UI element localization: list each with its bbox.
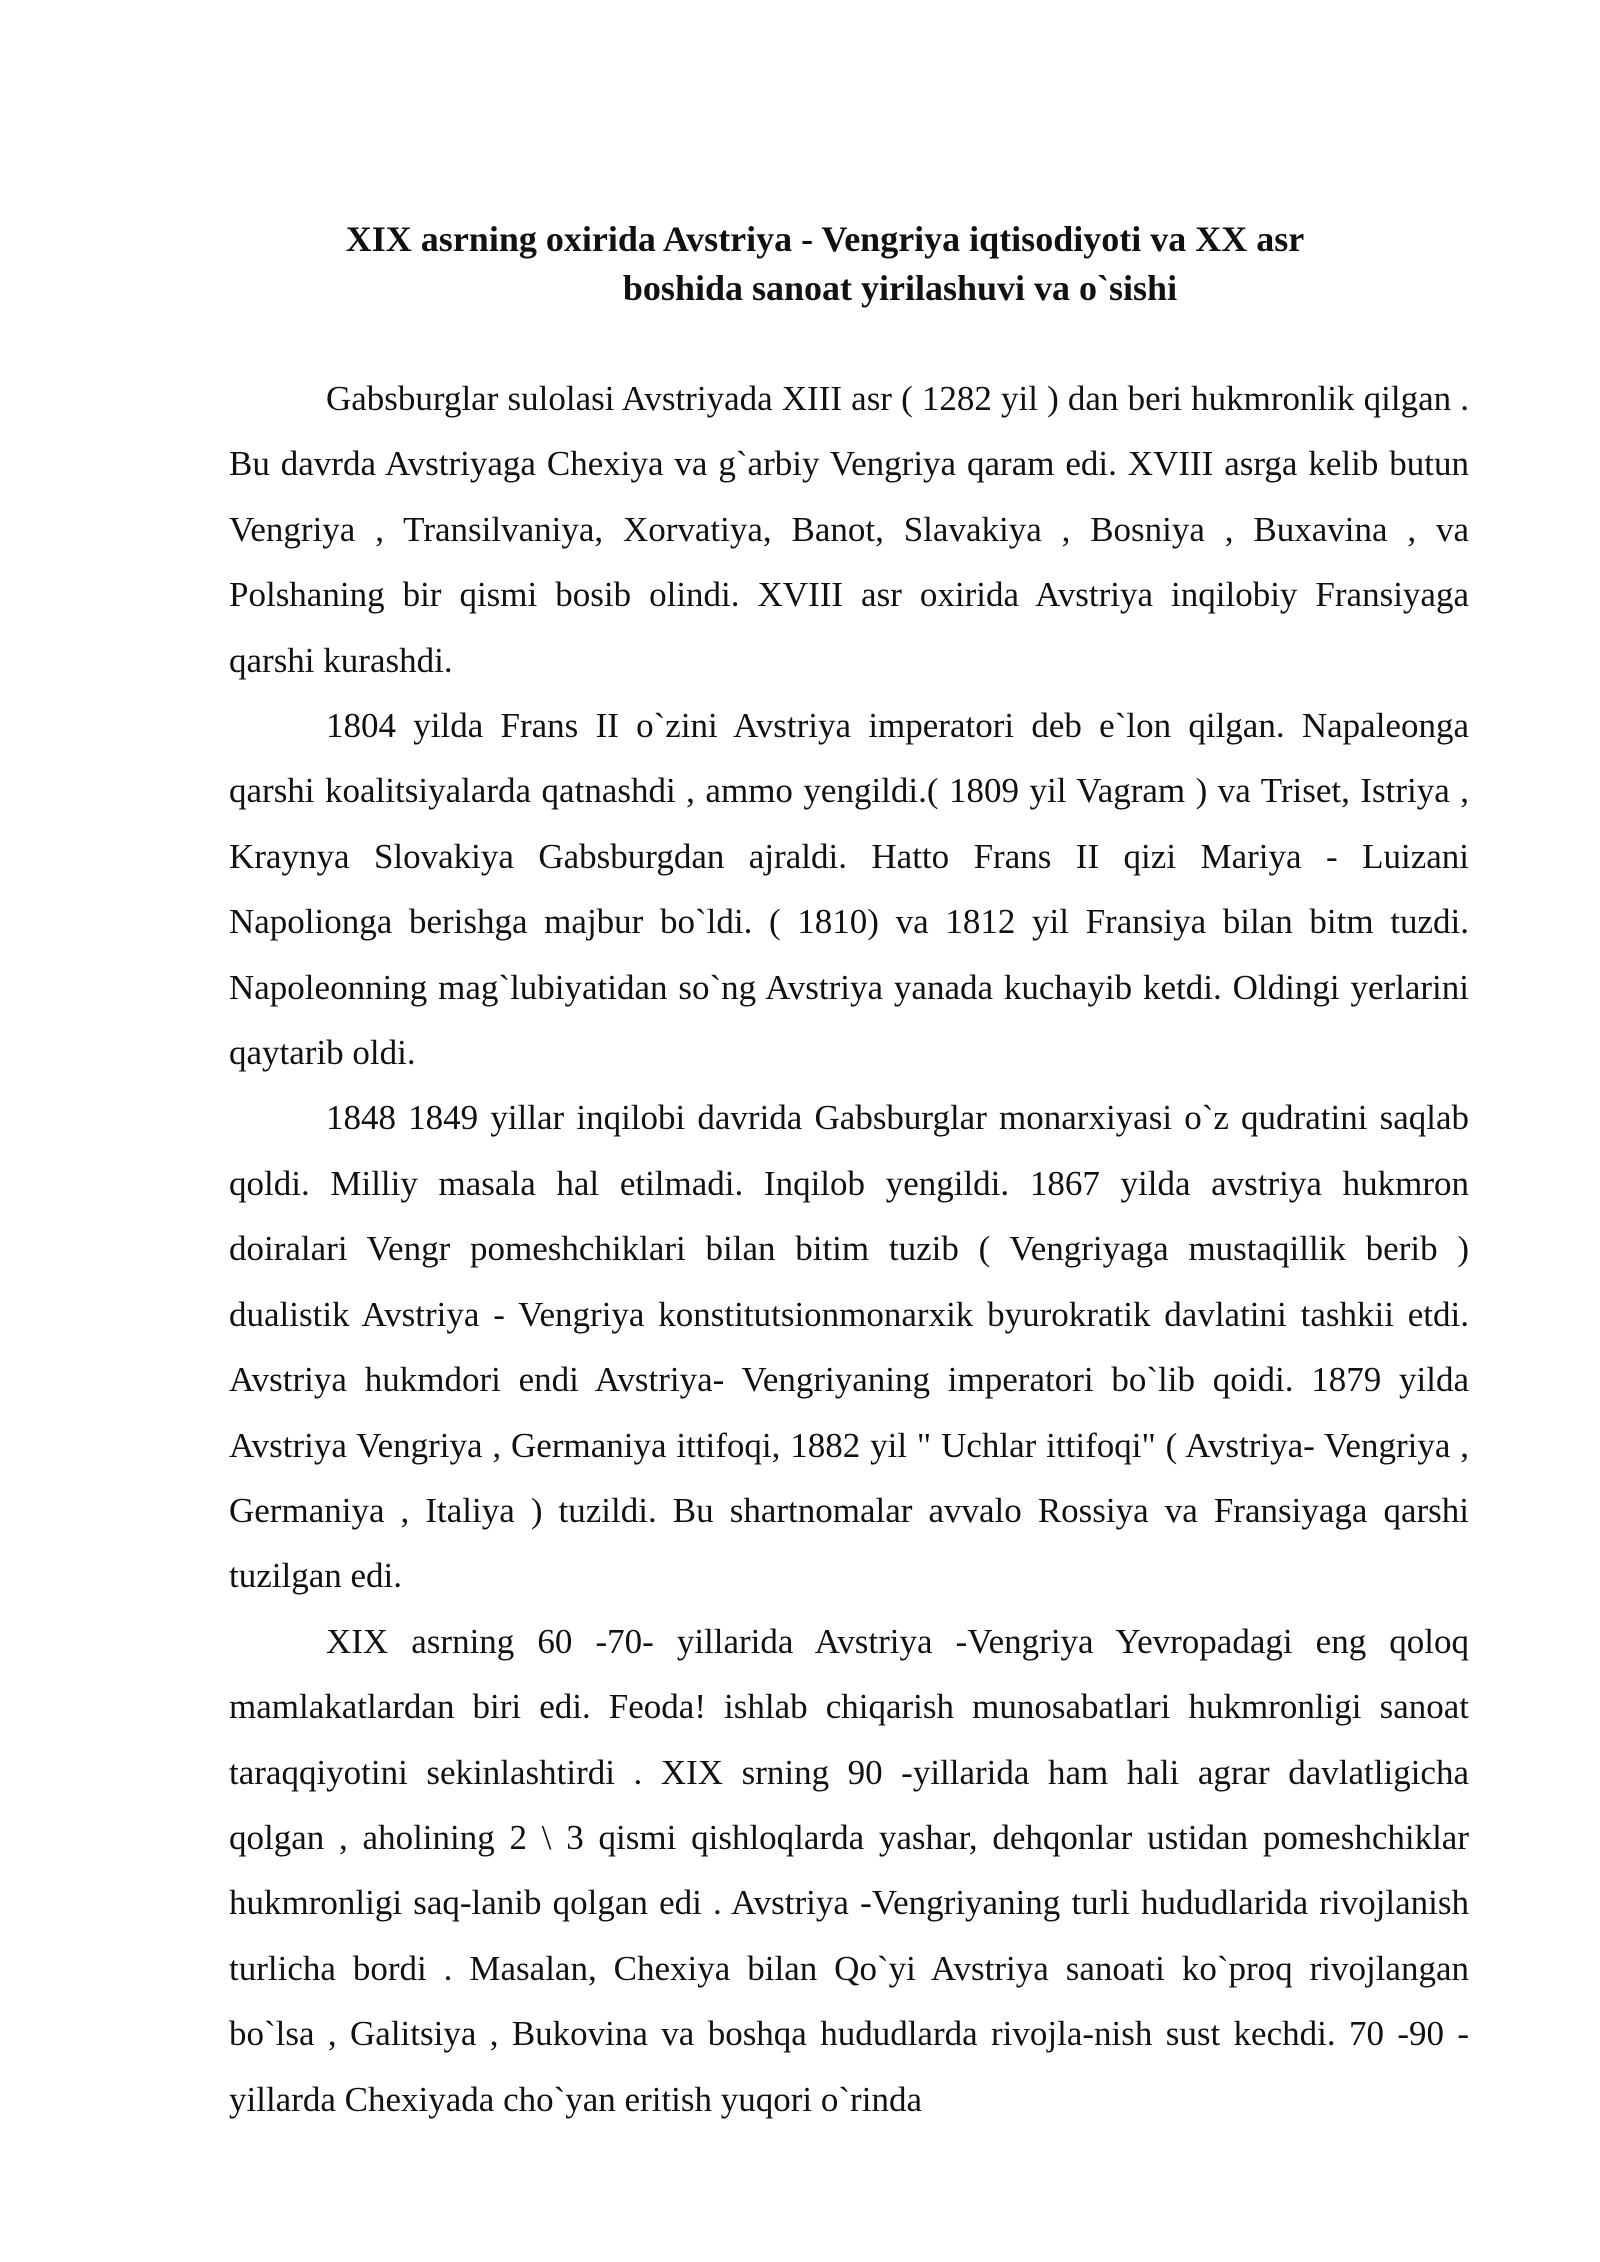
title-line-1: XIX asrning oxirida Avstriya - Vengriya iqtisodiyoti va XX asr bbox=[345, 219, 1305, 259]
document-body bbox=[229, 366, 1469, 2132]
title-line-2: boshida sanoat yirilashuvi va o`sishi bbox=[622, 268, 1178, 308]
paragraph-1848-revolution: 1848 1849 yillar inqilobi davrida Gabsburglar monarxiyasi o`z qudratini saqlab qoldi. Milliy masala hal etilmadi. Inqilob yengildi. 1867 yilda avstriya hukmron doiralari Vengr pomeshchiklari bilan bitim tuzib ( Vengriyaga mustaqillik berib ) dualistik Avstriya - Vengriya konstitutsionmonarxik byurokratik davlatini tashkii etdi. Avstriya hukmdori endi Avstriya- Vengriyaning imperatori bo`lib qoidi. 1879 yilda Avstriya Vengriya , Germaniya ittifoqi, 1882 yil " Uchlar ittifoqi" ( Avstriya- Vengriya , Germaniya , Italiya ) tuzildi. Bu shartnomalar avvalo Rossiya va Fransiyaga qarshi tuzilgan edi. bbox=[229, 1098, 1469, 1596]
paragraph-gabsburg-dynasty: Gabsburglar sulolasi Avstriyada XIII asr ( 1282 yil ) dan beri hukmronlik qilgan . Bu davrda Avstriyaga Chexiya va g`arbiy Vengriya qaram edi. XVIII asrga kelib butun Vengriya , Transilvaniya, Xorvatiya, Banot, Slavakiya , Bosniya , Buxavina , va Polshaning bir qismi bosib olindi. XVIII asr oxirida Avstriya inqilobiy Fransiyaga qarshi kurashdi. bbox=[229, 379, 1469, 680]
paragraph-economy-60-70s: XIX asrning 60 -70- yillarida Avstriya -Vengriya Yevropadagi eng qoloq mamlakatlardan biri edi. Feoda! ishlab chiqarish munosabatlari hukmronligi sanoat taraqqiyotini sekinlashtirdi . XIX srning 90 -yillarida ham hali agrar davlatligicha qolgan , aholining 2 \ 3 qismi qishloqlarda yashar, dehqonlar ustidan pomeshchiklar hukmronligi saq-lanib qolgan edi . Avstriya -Vengriyaning turli hududlarida rivojlanish turlicha bordi . Masalan, Chexiya bilan Qo`yi Avstriya sanoati ko`proq rivojlangan bo`lsa , Galitsiya , Bukovina va boshqa hududlarda rivojla-nish sust kechdi. 70 -90 -yillarda Chexiyada cho`yan eritish yuqori o`rinda bbox=[229, 1621, 1469, 2119]
paragraph-frans-ii: 1804 yilda Frans II o`zini Avstriya imperatori deb e`lon qilgan. Napaleonga qarshi koalitsiyalarda qatnashdi , ammo yengildi.( 1809 yil Vagram ) va Triset, Istriya , Kraynya Slovakiya Gabsburgdan ajraldi. Hatto Frans II qizi Mariya - Luizani Napolionga berishga majbur bo`ldi. ( 1810) va 1812 yil Fransiya bilan bitm tuzdi. Napoleonning mag`lubiyatidan so`ng Avstriya yanada kuchayib ketdi. Oldingi yerlarini qaytarib oldi. bbox=[229, 706, 1469, 1073]
